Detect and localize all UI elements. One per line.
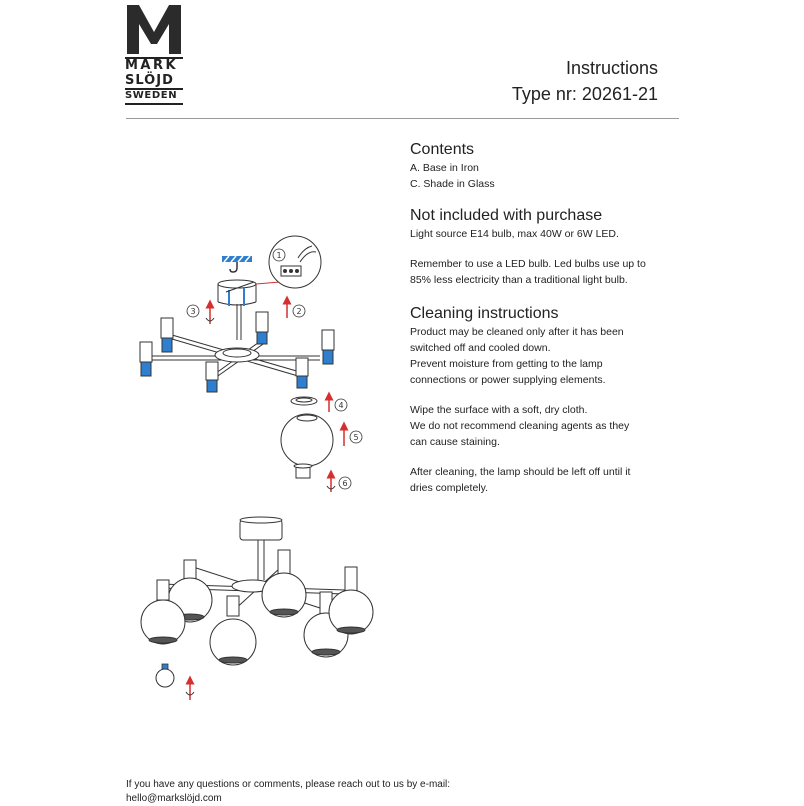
contents-item: C. Shade in Glass [410, 178, 495, 190]
svg-text:1: 1 [276, 251, 282, 260]
cleaning-line: Wipe the surface with a soft, dry cloth. [410, 404, 588, 416]
cleaning-line: connections or power supplying elements. [410, 374, 606, 386]
cleaning-line: We do not recommend cleaning agents as they [410, 420, 630, 432]
step-marker-3 [187, 304, 214, 324]
contents-item: A. Base in Iron [410, 162, 479, 174]
cleaning-line: dries completely. [410, 482, 489, 494]
cleaning-line: Prevent moisture from getting to the lamp [410, 358, 603, 370]
step-marker-1 [273, 249, 285, 261]
logo-line-sweden: SWEDEN [125, 90, 178, 101]
ceiling-hook-icon [222, 256, 252, 272]
svg-text:2: 2 [296, 307, 302, 316]
bulb-icon [156, 664, 194, 700]
cleaning-line: switched off and cooled down. [410, 342, 551, 354]
led-note-line: Remember to use a LED bulb. Led bulbs use up to [410, 258, 646, 270]
glass-ring [291, 396, 347, 412]
assembled-chandelier [141, 517, 373, 665]
cleaning-line: Product may be cleaned only after it has been [410, 326, 624, 338]
footer-text: If you have any questions or comments, please reach out to us by e-mail: [126, 779, 451, 790]
wiring-detail-icon [269, 236, 321, 288]
svg-text:3: 3 [190, 307, 196, 316]
type-number: Type nr: 20261-21 [511, 84, 658, 104]
glass-shade [281, 414, 362, 466]
svg-text:5: 5 [353, 433, 359, 442]
page-title: Instructions [565, 58, 658, 78]
footer-contact [126, 778, 450, 806]
cleaning-heading: Cleaning instructions [410, 305, 559, 322]
chandelier-arms [150, 335, 320, 378]
socket-ring [294, 464, 351, 492]
canopy-exploded [218, 280, 280, 340]
svg-text:6: 6 [342, 479, 348, 488]
not-included-heading: Not included with purchase [410, 207, 603, 224]
svg-text:4: 4 [338, 401, 344, 410]
footer-email[interactable]: hello@markslöjd.com [126, 793, 222, 804]
cleaning-line: After cleaning, the lamp should be left off until it [410, 466, 631, 478]
light-source-text: Light source E14 bulb, max 40W or 6W LED. [410, 228, 619, 240]
svg-text:M: M [153, 38, 155, 39]
logo-line-mark: MARK [125, 58, 179, 73]
logo-line-slojd: SLÖJD [125, 73, 174, 88]
contents-heading: Contents [410, 141, 475, 158]
cleaning-line: can cause staining. [410, 436, 500, 448]
led-note-line: 85% less electricity than a traditional light bulb. [410, 274, 628, 286]
step-marker-2 [287, 300, 305, 318]
